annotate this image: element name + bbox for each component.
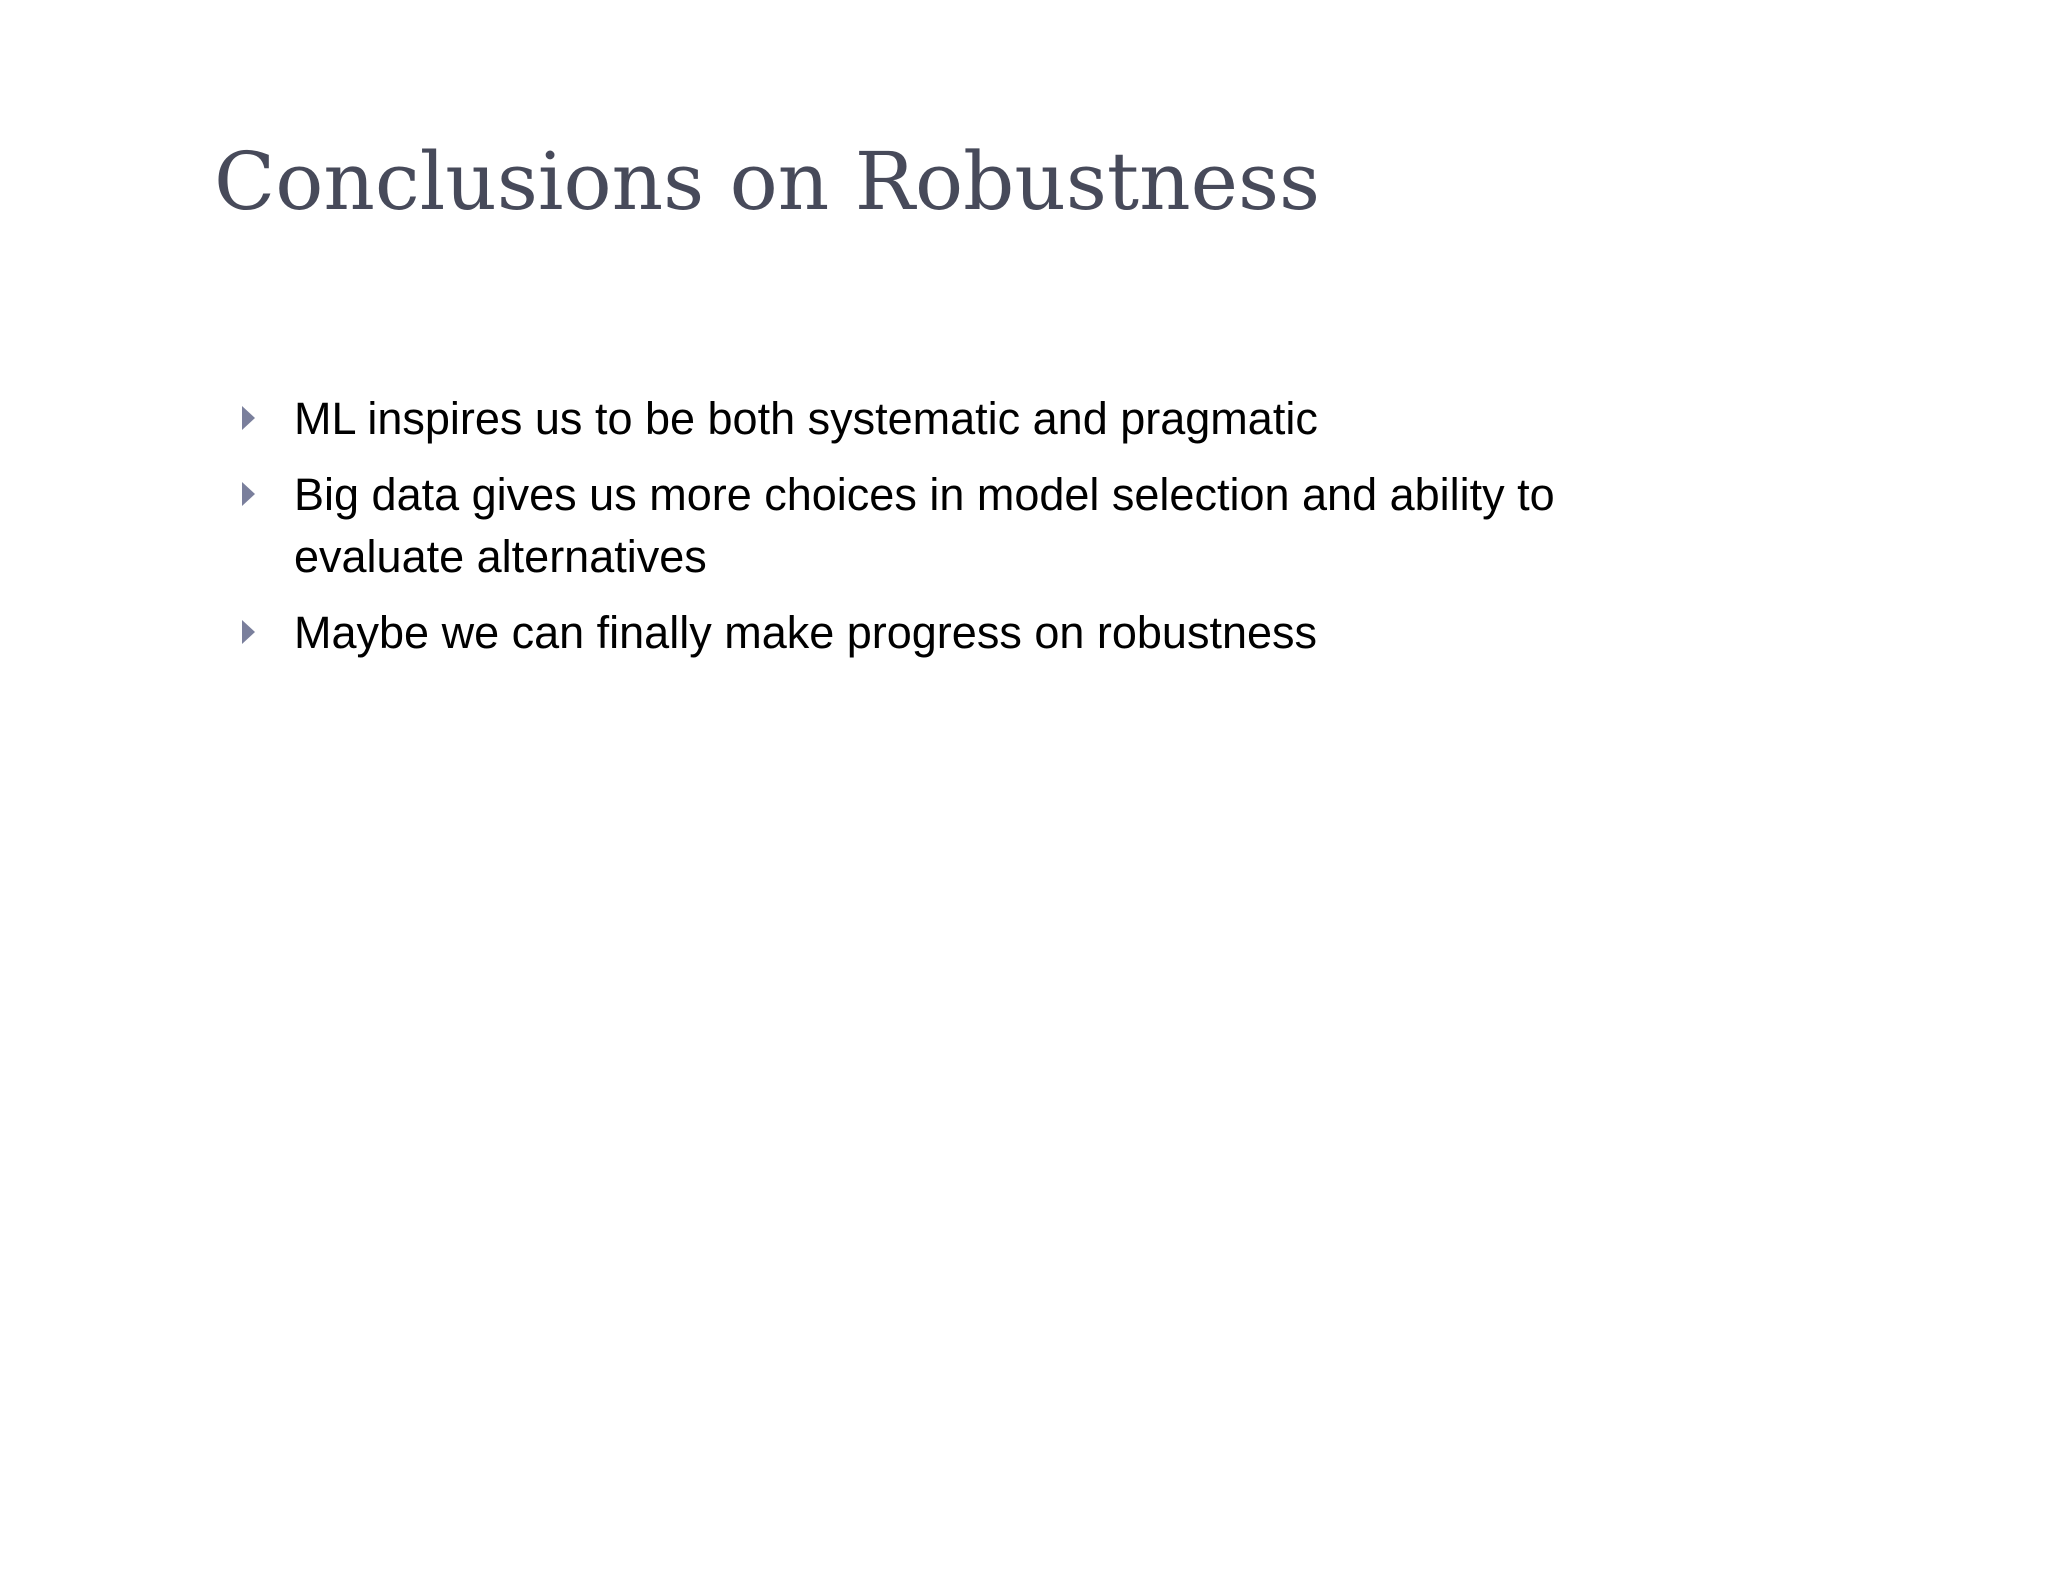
bullet-text: Maybe we can finally make progress on robustness <box>294 607 1318 658</box>
bullet-item <box>238 464 1598 588</box>
triangle-bullet-icon <box>242 406 255 430</box>
bullet-text: Big data gives us more choices in model selection and ability to evaluate alternatives <box>294 469 1555 582</box>
bullet-item <box>238 602 1598 664</box>
bullet-list <box>238 388 1598 678</box>
bullet-item <box>238 388 1598 450</box>
triangle-bullet-icon <box>242 482 255 506</box>
bullet-text: ML inspires us to be both systematic and pragmatic <box>294 393 1318 444</box>
slide-title: Conclusions on Robustness <box>214 135 1321 228</box>
triangle-bullet-icon <box>242 620 255 644</box>
